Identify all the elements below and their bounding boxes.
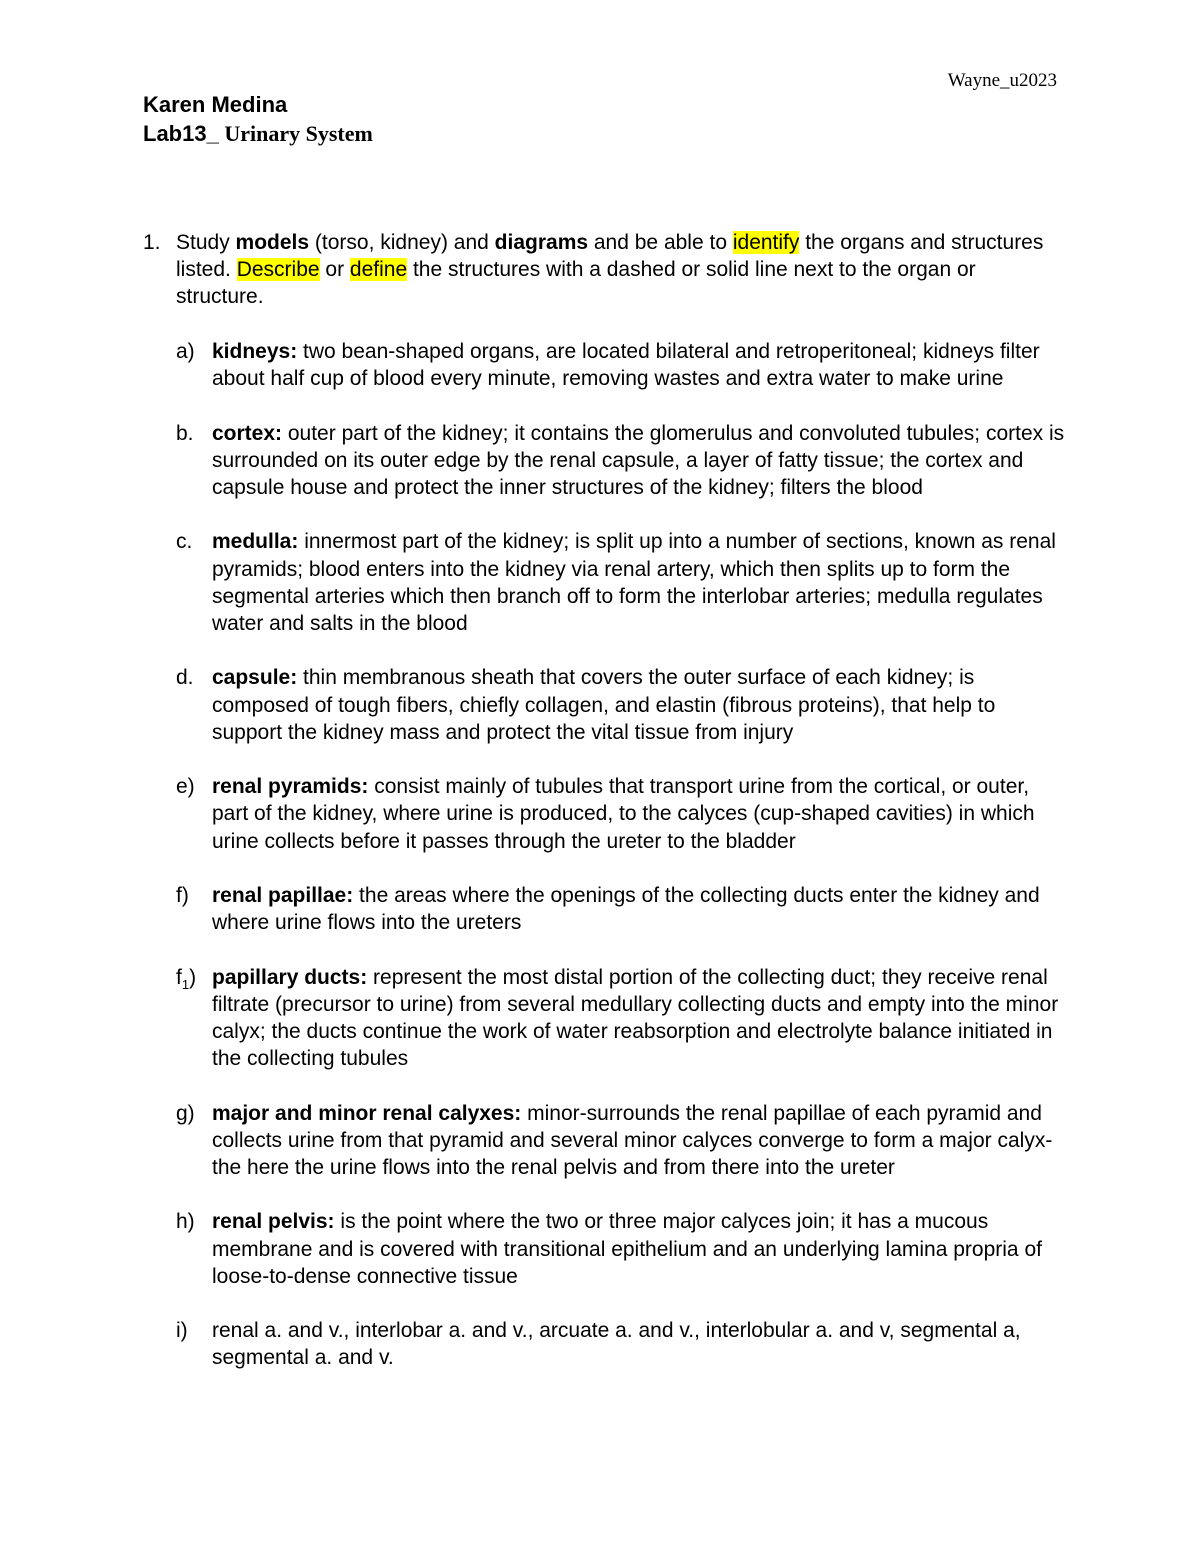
question-keyword: models bbox=[235, 231, 310, 254]
item-letter bbox=[176, 964, 196, 991]
item-letter-subscript: 1 bbox=[181, 976, 190, 992]
highlighted-word: Describe bbox=[236, 258, 320, 282]
item-definition: the areas where the openings of the collecting ducts enter the kidney and where urine flows into the ureters bbox=[212, 883, 1040, 935]
lab-topic: Urinary System bbox=[218, 121, 373, 146]
item-definition: represent the most distal portion of the collecting duct; they receive renal filtrate (precursor to urine) from several medullary collecting ducts and empty into the minor calyx; the ducts continue the work of water reabsorption and electrolyte balance initiated in the collecting tubules bbox=[212, 965, 1059, 1071]
item-term: renal papillae: bbox=[212, 883, 354, 907]
item-term: renal pyramids: bbox=[212, 775, 369, 799]
item-letter: d. bbox=[176, 666, 194, 690]
item-letter: a) bbox=[176, 340, 195, 363]
question-text-part: or bbox=[319, 258, 350, 282]
lab-title bbox=[143, 121, 373, 147]
list-item bbox=[176, 964, 1066, 1073]
question-1 bbox=[143, 229, 1063, 311]
list-item bbox=[176, 882, 1066, 936]
lab-prefix: Lab13_ bbox=[143, 121, 219, 146]
item-letter: h) bbox=[176, 1210, 195, 1234]
item-letter: f) bbox=[176, 883, 189, 907]
highlighted-word: define bbox=[349, 258, 408, 282]
question-text bbox=[176, 229, 1063, 311]
item-term: renal pelvis: bbox=[212, 1210, 335, 1234]
item-definition: consist mainly of tubules that transport urine from the cortical, or outer, part of the kidney, where urine is produced, to the calyces (cup-shaped cavities) in which urine collects before it passes through the ureter to the bladder bbox=[212, 775, 1035, 853]
list-item bbox=[176, 338, 1066, 392]
item-letter: c. bbox=[176, 530, 193, 554]
item-definition: outer part of the kidney; it contains the glomerulus and convoluted tubules; cortex is surrounded on its outer edge by the renal capsule, a layer of fatty tissue; the cortex and capsule house and protect the inner structures of the kidney; filters the blood bbox=[212, 421, 1065, 499]
list-item bbox=[176, 773, 1066, 855]
list-item bbox=[176, 420, 1066, 502]
item-definition: two bean-shaped organs, are located bilateral and retroperitoneal; kidneys filter about half cup of blood every minute, removing wastes and extra water to make urine bbox=[212, 340, 1040, 391]
item-term: medulla: bbox=[212, 530, 299, 554]
question-number: 1. bbox=[143, 231, 161, 254]
list-item bbox=[176, 664, 1066, 746]
author-name: Karen Medina bbox=[143, 92, 288, 117]
item-definition: renal a. and v., interlobar a. and v., arcuate a. and v., interlobular a. and v, segmental a, segmental a. and v. bbox=[212, 1319, 1021, 1370]
item-definition: minor-surrounds the renal papillae of each pyramid and collects urine from that pyramid and several minor calyces converge to form a major calyx-the here the urine flows into the renal pelvis and from there into the ureter bbox=[212, 1101, 1053, 1179]
item-letter: i) bbox=[176, 1319, 188, 1343]
structure-list bbox=[176, 338, 1066, 1399]
question-keyword: diagrams bbox=[494, 231, 589, 254]
item-term: kidneys: bbox=[212, 340, 298, 363]
list-item bbox=[176, 1317, 1066, 1371]
item-definition: is the point where the two or three major calyces join; it has a mucous membrane and is covered with transitional epithelium and an underlying lamina propria of loose-to-dense connective tissue bbox=[212, 1210, 1042, 1288]
item-letter: e) bbox=[176, 775, 195, 799]
item-definition: innermost part of the kidney; is split up into a number of sections, known as renal pyramids; blood enters into the kidney via renal artery, which then splits up to form the segmental arteries which then branch off to form the interlobar arteries; medulla regulates water and salts in the blood bbox=[212, 530, 1056, 635]
list-item bbox=[176, 1100, 1066, 1182]
question-text-part: (torso, kidney) and bbox=[309, 231, 495, 254]
item-term: cortex: bbox=[212, 421, 283, 445]
item-term: major and minor renal calyxes: bbox=[212, 1101, 522, 1125]
item-letter: g) bbox=[176, 1101, 195, 1125]
list-item bbox=[176, 528, 1066, 637]
header-tag: Wayne_u2023 bbox=[947, 70, 1057, 91]
highlighted-word: identify bbox=[732, 231, 800, 254]
question-text-part: Study bbox=[176, 231, 236, 254]
question-text-part: and be able to bbox=[588, 231, 733, 254]
list-item bbox=[176, 1208, 1066, 1290]
item-letter: b. bbox=[176, 421, 194, 445]
question-text-part: the structures with a dashed or solid line next to the organ or structure. bbox=[176, 258, 976, 309]
question-text-part: the organs and structures listed. bbox=[176, 231, 1044, 282]
item-term: papillary ducts: bbox=[212, 965, 368, 989]
item-letter-base: f bbox=[176, 965, 182, 989]
item-definition: thin membranous sheath that covers the outer surface of each kidney; is composed of tough fibers, chiefly collagen, and elastin (fibrous proteins), that help to support the kidney mass and protect the vital tissue from injury bbox=[212, 666, 996, 744]
item-term: capsule: bbox=[212, 666, 298, 690]
item-letter-suffix: ) bbox=[189, 965, 197, 989]
